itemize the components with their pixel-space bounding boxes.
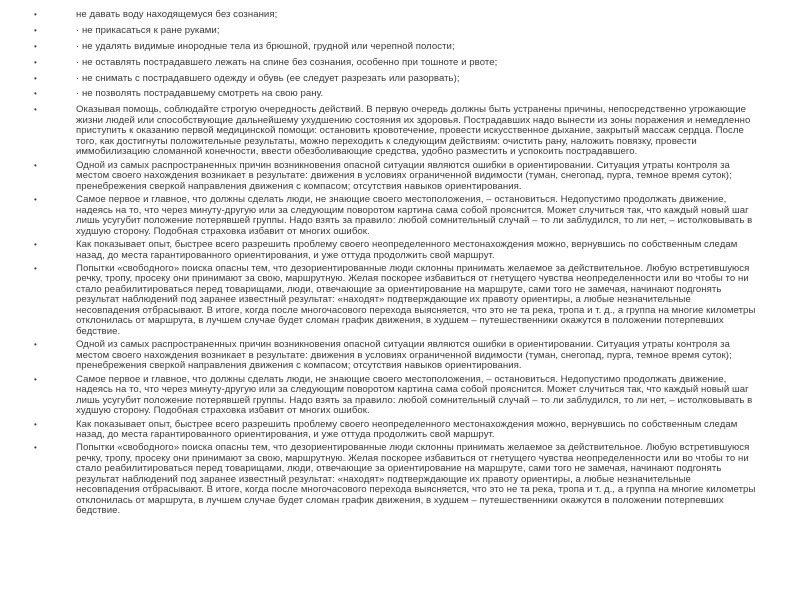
list-item-text: не давать воду находящемуся без сознания; (76, 9, 278, 20)
bullet-dot-icon: • (34, 41, 37, 51)
bullet-dot-icon: • (34, 340, 37, 350)
list-item-text: Оказывая помощь, соблюдайте строгую очередность действий. В первую очередь должны быть устранены причины, непосредственно угрожающие жизни людей или способствующие дальнейшему ухудшению состояния их здоровья. Пострадавших надо вынести из зоны поражения и немедленно приступить к оказанию первой медицинской помощи: остановить кровотечение, провести искусственное дыхание, закрытый массаж сердца. После того, как достигнуты положительные результаты, можно переходить к следующим действиям: очистить рану, наложить повязку, провести иммобилизацию сломанной конечности, ввести обезболивающие средства, удобно разместить и успокоить пострадавшего. (76, 104, 751, 158)
list-item (20, 195, 756, 237)
list-item-text: Одной из самых распространенных причин возникновения опасной ситуации являются ошибки в ориентировании. Ситуация утраты контроля за местом своего нахождения возникает в результате: движения в условиях ограниченной видимости (туман, снегопад, пурга, темное время суток); пренебрежения сверкой направления движения с компасом; отсутствия навыков ориентирования. (76, 159, 732, 192)
list-item (20, 240, 756, 261)
list-item-text: Попытки «свободного» поиска опасны тем, что дезориентированные люди склонны принимать желаемое за действительное. Любую встретившуюся речку, тропу, просеку они принимают за свою, маршрутную. Желая поскорее избавиться от гнетущего чувства неопределенности или во чтобы то ни стало реабилитироваться перед товарищами, люди, отвечающие за ориентирование на маршруте, сами того не замечая, начинают подгонять результат наблюдений под заранее известный результат: «находят» подтверждающие их правоту ориентиры, а любые незначительные несовпадения отбрасывают. В итоге, когда после многочасового перехода выясняется, что это не та река, тропа и т. д., а группа на многие километры отклонилась от маршрута, в лучшем случае будет сломан график движения, в худшем – путешественники окажутся в положении потерпевших бедствие. (76, 442, 756, 517)
bullet-dot-icon: • (34, 105, 37, 115)
bullet-dot-icon: • (34, 160, 37, 170)
list-item-text: · не позволять пострадавшему смотреть на свою рану. (76, 88, 324, 100)
list-item (20, 420, 756, 441)
bullet-dot-icon: • (34, 89, 37, 99)
list-item (20, 58, 756, 69)
list-item-text: Самое первое и главное, что должны сделать люди, не знающие своего местоположения, – остановиться. Недопустимо продолжать движение, надеясь на то, что через минуту-другую или за следующим поворотом картина сама собой прояснится. Может случиться так, что каждый новый шаг лишь усугубит положение потерявшей группы. Надо взять за правило: любой сомнительный случай – то ли заблудился, то ли нет, – истолковывать в худшую сторону. Подобная страховка избавит от многих ошибок. (76, 373, 753, 417)
bullet-dot-icon: • (34, 419, 37, 429)
bullet-dot-icon: • (34, 10, 37, 19)
bullet-dot-icon: • (34, 263, 37, 273)
list-item-text: Как показывает опыт, быстрее всего разрешить проблему своего неопределенного местонахождения можно, вернувшись по собственным следам назад, до места гарантированного ориентирования, и уже оттуда продолжить свой маршрут. (76, 239, 738, 261)
list-item (20, 105, 756, 158)
list-item-text: · не оставлять пострадавшего лежать на спине без сознания, особенно при тошноте и рвоте; (76, 56, 498, 68)
list-item (20, 264, 756, 338)
bullet-list (20, 10, 756, 517)
list-item-text: Как показывает опыт, быстрее всего разрешить проблему своего неопределенного местонахождения можно, вернувшись по собственным следам назад, до места гарантированного ориентирования, и уже оттуда продолжить свой маршрут. (76, 418, 738, 441)
list-item (20, 89, 756, 100)
list-item (20, 10, 756, 21)
list-item-text: · не удалять видимые инородные тела из брюшной, грудной или черепной полости; (76, 40, 455, 52)
list-item (20, 375, 756, 417)
list-item-text: · не снимать с пострадавшего одежду и обувь (ее следует разрезать или разорвать); (76, 72, 460, 84)
bullet-dot-icon: • (34, 25, 37, 35)
list-item (20, 74, 756, 85)
bullet-dot-icon: • (34, 240, 37, 250)
list-item-text: Попытки «свободного» поиска опасны тем, что дезориентированные люди склонны принимать желаемое за действительное. Любую встретившуюся речку, тропу, просеку они принимают за свою, маршрутную. Желая поскорее избавиться от гнетущего чувства неопределенности или во чтобы то ни стало реабилитироваться перед товарищами, люди, отвечающие за ориентирование на маршруте, сами того не замечая, начинают подгонять результат наблюдений под заранее известный результат: «находят» подтверждающие их правоту ориентиры, а любые незначительные несовпадения отбрасывают. В итоге, когда после многочасового перехода выясняется, что это не та река, тропа и т. д., а группа на многие километры отклонилась от маршрута, в лучшем случае будет сломан график движения, в худшем – путешественники окажутся в положении потерпевших бедствие. (76, 262, 756, 337)
list-item (20, 161, 756, 193)
bullet-dot-icon: • (34, 374, 37, 384)
bullet-dot-icon: • (34, 195, 37, 205)
list-item (20, 340, 756, 372)
list-item (20, 42, 756, 53)
bullet-dot-icon: • (34, 73, 37, 83)
bullet-dot-icon: • (34, 443, 37, 453)
list-item-text: · не прикасаться к ране руками; (76, 24, 220, 36)
list-item-text: Самое первое и главное, что должны сделать люди, не знающие своего местоположения, – остановиться. Недопустимо продолжать движение, надеясь на то, что через минуту-другую или за следующим поворотом картина сама собой прояснится. Может случиться так, что каждый новый шаг лишь усугубит положение потерявшей группы. Надо взять за правило: любой сомнительный случай – то ли заблудился, то ли нет, – истолковывать в худшую сторону. Подобная страховка избавит от многих ошибок. (76, 194, 753, 237)
list-item (20, 26, 756, 37)
list-item (20, 443, 756, 517)
list-item-text: Одной из самых распространенных причин возникновения опасной ситуации являются ошибки в ориентировании. Ситуация утраты контроля за местом своего нахождения возникает в результате: движения в условиях ограниченной видимости (туман, снегопад, пурга, темное время суток); пренебрежения сверкой направления движения с компасом; отсутствия навыков ориентирования. (76, 339, 732, 372)
bullet-dot-icon: • (34, 57, 37, 67)
